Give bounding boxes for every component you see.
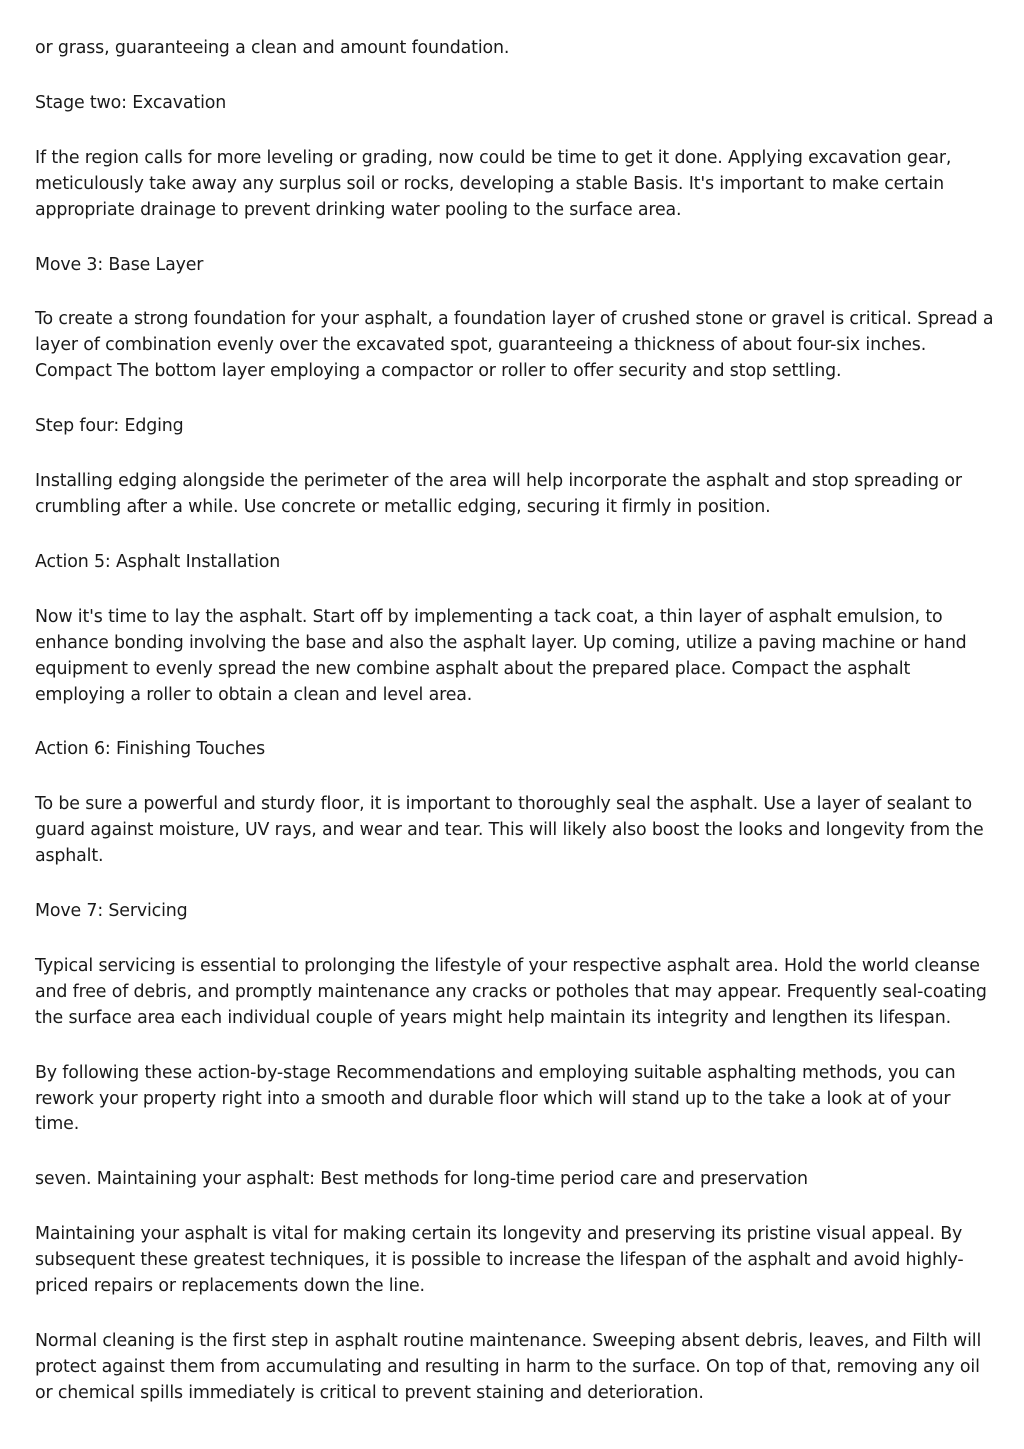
paragraph-finishing-touches: To be sure a powerful and sturdy floor, it is important to thoroughly seal the asphalt. Use a layer of sealant to guard against moisture, UV rays, and wear and tear. This will likely also boost the looks and longevity from the asphalt. — [35, 794, 984, 867]
step-heading-excavation: Stage two: Excavation — [35, 92, 227, 113]
paragraph-base-layer: To create a strong foundation for your asphalt, a foundation layer of crushed stone or gravel is critical. Spread a layer of combination evenly over the excavated spot, guaranteeing a thickness of about four-six inches. Compact The bottom layer employing a compactor or roller to offer security and stop settling. — [35, 309, 994, 382]
paragraph-asphalt-installation: Now it's time to lay the asphalt. Start off by implementing a tack coat, a thin layer of asphalt emulsion, to enhance bonding involving the base and also the asphalt layer. Up coming, utilize a paving machine or hand equipment to evenly spread the new combine asphalt about the prepared place. Compact the asphalt employing a roller to obtain a clean and level area. — [35, 606, 967, 705]
step-heading-base-layer: Move 3: Base Layer — [35, 254, 204, 275]
paragraph-edging: Installing edging alongside the perimeter of the area will help incorporate the asphalt and stop spreading or crumbling after a while. Use concrete or metallic edging, securing it firmly in position. — [35, 471, 962, 517]
step-heading-edging: Step four: Edging — [35, 416, 184, 437]
step-heading-asphalt-installation: Action 5: Asphalt Installation — [35, 551, 281, 572]
paragraph-maintaining-intro: Maintaining your asphalt is vital for making certain its longevity and preserving its pristine visual appeal. By subsequent these greatest techniques, it is possible to increase the lifespan of the asphalt and avoid highly-priced repairs or replacements down the line. — [35, 1224, 964, 1297]
paragraph-continuation: or grass, guaranteeing a clean and amount foundation. — [35, 38, 510, 58]
section-heading-maintaining: seven. Maintaining your asphalt: Best methods for long-time period care and preservation — [35, 1169, 808, 1190]
document-body — [35, 36, 995, 1436]
step-heading-finishing-touches: Action 6: Finishing Touches — [35, 739, 265, 760]
paragraph-summary: By following these action-by-stage Recommendations and employing suitable asphalting methods, you can rework your property right into a smooth and durable floor which will stand up to the take a look at of your time. — [35, 1062, 956, 1135]
step-heading-servicing: Move 7: Servicing — [35, 901, 188, 922]
paragraph-servicing: Typical servicing is essential to prolonging the lifestyle of your respective asphalt area. Hold the world cleanse and free of debris, and promptly maintenance any cracks or potholes that may appear. Frequently seal-coating the surface area each individual couple of years might help maintain its integrity and lengthen its lifespan. — [35, 955, 987, 1028]
paragraph-normal-cleaning: Normal cleaning is the first step in asphalt routine maintenance. Sweeping absent debris, leaves, and Filth will protect against them from accumulating and resulting in harm to the surface. On top of that, removing any oil or chemical spills immediately is critical to prevent staining and deterioration. — [35, 1331, 982, 1403]
paragraph-excavation: If the region calls for more leveling or grading, now could be time to get it done. Applying excavation gear, meticulously take away any surplus soil or rocks, developing a stable Basis. It's important to make certain appropriate drainage to prevent drinking water pooling to the surface area. — [35, 147, 952, 220]
